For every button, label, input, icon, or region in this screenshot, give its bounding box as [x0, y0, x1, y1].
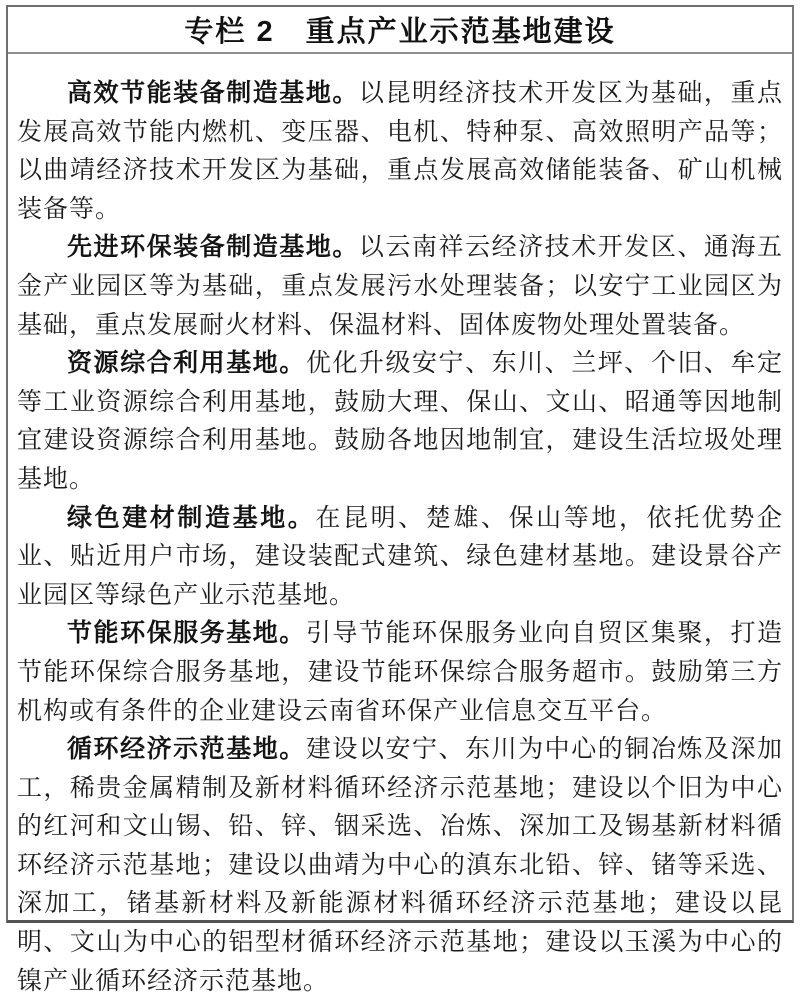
paragraph-lead: 绿色建材制造基地。: [67, 504, 316, 532]
paragraph-resource-utilization: [17, 345, 783, 499]
paragraph-body: 以云南祥云经济技术开发区、通海五金产业园区等为基础，重点发展污水处理装备；以安宁工业园区为基础，重点发展耐火材料、保温材料、固体废物处理处置装备。: [17, 234, 783, 339]
paragraph-circular-economy: [17, 731, 783, 1001]
column-2-panel: [6, 5, 794, 995]
paragraph-lead: 节能环保服务基地。: [67, 620, 306, 648]
panel-body: [8, 54, 792, 1001]
paragraph-green-building-materials: [17, 500, 783, 616]
paragraph-body: 引导节能环保服务业向自贸区集聚，打造节能环保综合服务基地，建设节能环保综合服务超市。鼓励第三方机构或有条件的企业建设云南省环保产业信息交互平台。: [17, 620, 783, 725]
paragraph-lead: 资源综合利用基地。: [67, 350, 306, 378]
paragraph-body: 以昆明经济技术开发区为基础，重点发展高效节能内燃机、变压器、电机、特种泵、高效照明产品等；以曲靖经济技术开发区为基础，重点发展高效储能装备、矿山机械装备等。: [17, 80, 783, 223]
paragraph-energy-environmental-services: [17, 615, 783, 731]
paragraph-body: 优化升级安宁、东川、兰坪、个旧、牟定等工业资源综合利用基地，鼓励大理、保山、文山、昭通等因地制宜建设资源综合利用基地。鼓励各地因地制宜，建设生活垃圾处理基地。: [17, 350, 783, 493]
panel-title-row: [8, 7, 792, 54]
paragraph-lead: 高效节能装备制造基地。: [67, 80, 359, 107]
paragraph-energy-saving-equipment: [17, 75, 783, 229]
paragraph-body: 在昆明、楚雄、保山等地，依托优势企业、贴近用户市场，建设装配式建筑、绿色建材基地。建设景谷产业园区等绿色产业示范基地。: [17, 504, 783, 609]
panel-title: 专栏 2 重点产业示范基地建设: [184, 16, 616, 48]
paragraph-body: 建设以安宁、东川为中心的铜冶炼及深加工，稀贵金属精制及新材料循环经济示范基地；建设以个旧为中心的红河和文山锡、铅、锌、铟采选、冶炼、深加工及锡基新材料循环经济示范基地；建设以曲靖为中心的滇东北铅、锌、锗等采选、深加工，锗基新材料及新能源材料循环经济示范基地；建设以昆明、文山为中心的铝型材循环经济示范基地；建设以玉溪为中心的镍产业循环经济示范基地。: [17, 736, 783, 995]
paragraph-lead: 先进环保装备制造基地。: [67, 234, 359, 262]
paragraph-lead: 循环经济示范基地。: [67, 736, 306, 764]
paragraph-environmental-equipment: [17, 229, 783, 345]
